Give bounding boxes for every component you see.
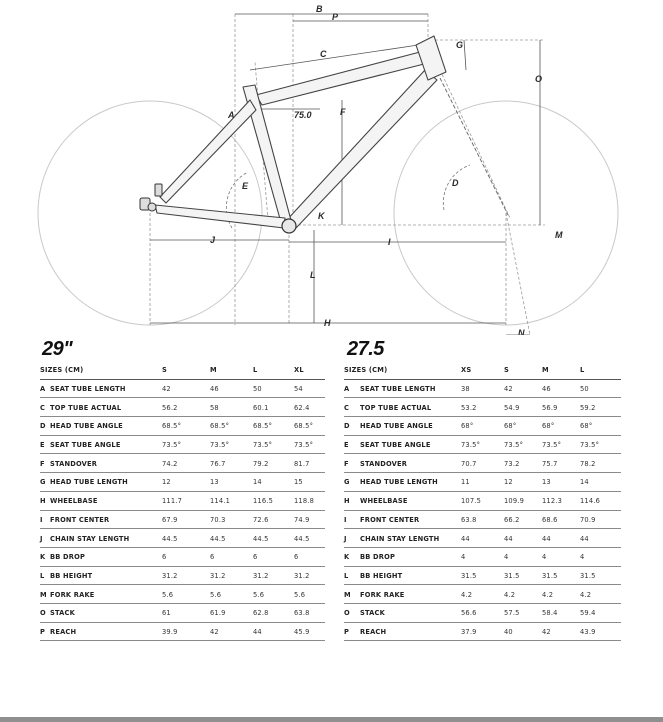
row-value: 114.6 (580, 491, 621, 510)
header-size: M (542, 361, 580, 379)
row-value: 73.5° (253, 435, 294, 454)
row-code: J (344, 529, 360, 548)
header-size: L (253, 361, 294, 379)
table-row (344, 491, 621, 510)
row-measurement-name: WHEELBASE (360, 491, 461, 510)
row-value: 44.5 (210, 529, 253, 548)
row-code: H (344, 491, 360, 510)
row-measurement-name: HEAD TUBE ANGLE (360, 417, 461, 436)
row-value: 62.4 (294, 398, 325, 417)
row-value: 5.6 (210, 585, 253, 604)
bottom-bracket (282, 219, 296, 233)
row-value: 44.5 (162, 529, 210, 548)
head-tube (416, 36, 446, 80)
header-size: L (580, 361, 621, 379)
row-measurement-name: FORK RAKE (50, 585, 162, 604)
row-value: 44 (253, 622, 294, 641)
row-value: 58.4 (542, 603, 580, 622)
dim-label-f: F (340, 107, 346, 117)
row-code: J (40, 529, 50, 548)
row-value: 81.7 (294, 454, 325, 473)
row-measurement-name: SEAT TUBE ANGLE (50, 435, 162, 454)
row-value: 111.7 (162, 491, 210, 510)
dim-label-p: P (332, 12, 339, 22)
row-value: 31.5 (461, 566, 504, 585)
row-value: 61 (162, 603, 210, 622)
row-code: F (40, 454, 50, 473)
table-row (344, 585, 621, 604)
wheel-size-title-275: 27.5 (347, 338, 384, 360)
row-value: 61.9 (210, 603, 253, 622)
row-value: 59.2 (580, 398, 621, 417)
table-row (40, 379, 325, 398)
bike-geometry-diagram (0, 0, 663, 335)
row-measurement-name: HEAD TUBE ANGLE (50, 417, 162, 436)
row-code: L (344, 566, 360, 585)
table-row (344, 529, 621, 548)
table-row (344, 454, 621, 473)
row-code: K (344, 547, 360, 566)
table-row (344, 435, 621, 454)
row-value: 76.7 (210, 454, 253, 473)
table-row (40, 435, 325, 454)
row-value: 72.6 (253, 510, 294, 529)
row-value: 68.5° (162, 417, 210, 436)
row-value: 44 (461, 529, 504, 548)
row-value: 70.3 (210, 510, 253, 529)
row-value: 54 (294, 379, 325, 398)
table-row (344, 566, 621, 585)
row-value: 70.7 (461, 454, 504, 473)
row-value: 68.5° (210, 417, 253, 436)
row-value: 112.3 (542, 491, 580, 510)
row-value: 70.9 (580, 510, 621, 529)
row-value: 73.2 (504, 454, 542, 473)
header-size: M (210, 361, 253, 379)
row-measurement-name: TOP TUBE ACTUAL (50, 398, 162, 417)
row-value: 39.9 (162, 622, 210, 641)
row-value: 75.7 (542, 454, 580, 473)
dim-label-m: M (555, 230, 563, 240)
table-row (344, 510, 621, 529)
row-measurement-name: FORK RAKE (360, 585, 461, 604)
row-value: 6 (294, 547, 325, 566)
row-code: E (40, 435, 50, 454)
row-code: O (344, 603, 360, 622)
row-measurement-name: STACK (50, 603, 162, 622)
dim-label-c: C (320, 49, 327, 59)
row-code: D (40, 417, 50, 436)
row-code: M (40, 585, 50, 604)
table-row (40, 454, 325, 473)
row-value: 68° (580, 417, 621, 436)
row-measurement-name: FRONT CENTER (50, 510, 162, 529)
row-value: 58 (210, 398, 253, 417)
row-value: 62.8 (253, 603, 294, 622)
row-value: 44 (504, 529, 542, 548)
row-value: 38 (461, 379, 504, 398)
row-measurement-name: STANDOVER (50, 454, 162, 473)
row-code: A (344, 379, 360, 398)
row-code: P (40, 622, 50, 641)
table-row (40, 547, 325, 566)
row-value: 73.5° (580, 435, 621, 454)
dim-label-d: D (452, 178, 459, 188)
row-value: 4 (461, 547, 504, 566)
top-tube (256, 52, 424, 105)
row-value: 43.9 (580, 622, 621, 641)
row-value: 31.5 (542, 566, 580, 585)
row-value: 44 (580, 529, 621, 548)
table-row (40, 510, 325, 529)
geometry-table-29 (40, 361, 325, 641)
row-measurement-name: BB HEIGHT (50, 566, 162, 585)
row-value: 44.5 (253, 529, 294, 548)
row-measurement-name: BB DROP (360, 547, 461, 566)
chain-stay (155, 205, 285, 228)
header-size: S (504, 361, 542, 379)
row-code: I (40, 510, 50, 529)
dim-label-k: K (318, 211, 325, 221)
row-value: 78.2 (580, 454, 621, 473)
row-value: 46 (542, 379, 580, 398)
row-value: 56.9 (542, 398, 580, 417)
row-value: 31.2 (210, 566, 253, 585)
table-row (40, 417, 325, 436)
row-code: D (344, 417, 360, 436)
row-value: 13 (210, 473, 253, 492)
table-row (344, 622, 621, 641)
row-code: H (40, 491, 50, 510)
row-measurement-name: WHEELBASE (50, 491, 162, 510)
row-code: O (40, 603, 50, 622)
header-size: XL (294, 361, 325, 379)
row-value: 63.8 (461, 510, 504, 529)
row-value: 44.5 (294, 529, 325, 548)
table-row (344, 603, 621, 622)
row-value: 50 (580, 379, 621, 398)
row-value: 73.5° (162, 435, 210, 454)
row-value: 73.5° (461, 435, 504, 454)
dim-label-a: A (228, 110, 235, 120)
row-code: K (40, 547, 50, 566)
dim-label-b: B (316, 4, 323, 14)
row-measurement-name: SEAT TUBE LENGTH (50, 379, 162, 398)
row-code: L (40, 566, 50, 585)
row-value: 14 (580, 473, 621, 492)
dim-label-g: G (456, 40, 464, 50)
row-value: 13 (542, 473, 580, 492)
row-value: 42 (162, 379, 210, 398)
row-value: 31.2 (162, 566, 210, 585)
dim-label-h: H (324, 318, 331, 328)
row-value: 68.6 (542, 510, 580, 529)
row-value: 73.5° (504, 435, 542, 454)
row-value: 116.5 (253, 491, 294, 510)
table-row (344, 473, 621, 492)
row-code: P (344, 622, 360, 641)
row-code: C (40, 398, 50, 417)
row-value: 31.2 (253, 566, 294, 585)
row-value: 73.5° (542, 435, 580, 454)
row-measurement-name: STANDOVER (360, 454, 461, 473)
table-row (40, 566, 325, 585)
row-value: 66.2 (504, 510, 542, 529)
row-value: 67.9 (162, 510, 210, 529)
row-value: 5.6 (162, 585, 210, 604)
bottom-bar (0, 717, 663, 722)
table-row (344, 417, 621, 436)
row-measurement-name: HEAD TUBE LENGTH (360, 473, 461, 492)
row-value: 73.5° (210, 435, 253, 454)
row-value: 12 (504, 473, 542, 492)
row-measurement-name: FRONT CENTER (360, 510, 461, 529)
row-code: E (344, 435, 360, 454)
row-value: 11 (461, 473, 504, 492)
row-measurement-name: TOP TUBE ACTUAL (360, 398, 461, 417)
row-value: 68° (504, 417, 542, 436)
row-value: 59.4 (580, 603, 621, 622)
dim-label-e: E (242, 181, 249, 191)
table-row (40, 473, 325, 492)
dim-label-l: L (310, 270, 316, 280)
table-row (40, 398, 325, 417)
dim-label-angle-75: 75.0 (294, 110, 312, 120)
table-row (40, 603, 325, 622)
row-value: 56.2 (162, 398, 210, 417)
row-value: 42 (210, 622, 253, 641)
row-value: 74.2 (162, 454, 210, 473)
row-measurement-name: SEAT TUBE LENGTH (360, 379, 461, 398)
row-value: 5.6 (294, 585, 325, 604)
header-sizes: SIZES (CM) (344, 361, 461, 379)
table-row (40, 491, 325, 510)
table-row (344, 379, 621, 398)
row-value: 14 (253, 473, 294, 492)
row-value: 118.8 (294, 491, 325, 510)
row-value: 50 (253, 379, 294, 398)
row-value: 45.9 (294, 622, 325, 641)
row-value: 37.9 (461, 622, 504, 641)
row-code: F (344, 454, 360, 473)
row-value: 4.2 (461, 585, 504, 604)
header-sizes: SIZES (CM) (40, 361, 162, 379)
row-value: 4 (504, 547, 542, 566)
header-size: S (162, 361, 210, 379)
row-value: 68° (542, 417, 580, 436)
wheel-size-title-29: 29" (42, 338, 73, 360)
row-code: G (344, 473, 360, 492)
row-value: 6 (253, 547, 294, 566)
row-value: 15 (294, 473, 325, 492)
row-measurement-name: SEAT TUBE ANGLE (360, 435, 461, 454)
dim-label-n: N (518, 328, 525, 335)
dim-label-j: J (210, 235, 216, 245)
row-value: 4.2 (542, 585, 580, 604)
row-value: 12 (162, 473, 210, 492)
row-value: 4.2 (504, 585, 542, 604)
geometry-table-27-5 (344, 361, 621, 641)
row-value: 73.5° (294, 435, 325, 454)
row-measurement-name: BB DROP (50, 547, 162, 566)
row-value: 107.5 (461, 491, 504, 510)
row-value: 68.5° (294, 417, 325, 436)
table-row (40, 585, 325, 604)
row-value: 6 (210, 547, 253, 566)
row-value: 54.9 (504, 398, 542, 417)
row-code: A (40, 379, 50, 398)
row-value: 31.2 (294, 566, 325, 585)
table-header-row (40, 361, 325, 379)
row-value: 5.6 (253, 585, 294, 604)
row-code: G (40, 473, 50, 492)
table-row (344, 398, 621, 417)
row-value: 4 (580, 547, 621, 566)
row-value: 74.9 (294, 510, 325, 529)
row-value: 56.6 (461, 603, 504, 622)
row-value: 114.1 (210, 491, 253, 510)
dim-label-i: I (388, 237, 391, 247)
row-value: 4.2 (580, 585, 621, 604)
row-value: 4 (542, 547, 580, 566)
row-measurement-name: REACH (50, 622, 162, 641)
row-value: 44 (542, 529, 580, 548)
row-measurement-name: STACK (360, 603, 461, 622)
row-measurement-name: CHAIN STAY LENGTH (50, 529, 162, 548)
row-value: 63.8 (294, 603, 325, 622)
table-row (40, 622, 325, 641)
row-value: 109.9 (504, 491, 542, 510)
header-size: XS (461, 361, 504, 379)
row-code: M (344, 585, 360, 604)
dim-label-o: O (535, 74, 543, 84)
row-value: 79.2 (253, 454, 294, 473)
row-measurement-name: HEAD TUBE LENGTH (50, 473, 162, 492)
row-code: I (344, 510, 360, 529)
row-value: 6 (162, 547, 210, 566)
row-value: 31.5 (580, 566, 621, 585)
row-value: 31.5 (504, 566, 542, 585)
row-value: 60.1 (253, 398, 294, 417)
row-measurement-name: CHAIN STAY LENGTH (360, 529, 461, 548)
row-value: 46 (210, 379, 253, 398)
row-measurement-name: BB HEIGHT (360, 566, 461, 585)
row-value: 53.2 (461, 398, 504, 417)
table-row (344, 547, 621, 566)
row-value: 40 (504, 622, 542, 641)
row-value: 42 (504, 379, 542, 398)
table-header-row (344, 361, 621, 379)
row-code: C (344, 398, 360, 417)
row-value: 57.5 (504, 603, 542, 622)
row-value: 68° (461, 417, 504, 436)
row-measurement-name: REACH (360, 622, 461, 641)
row-value: 42 (542, 622, 580, 641)
table-row (40, 529, 325, 548)
row-value: 68.5° (253, 417, 294, 436)
